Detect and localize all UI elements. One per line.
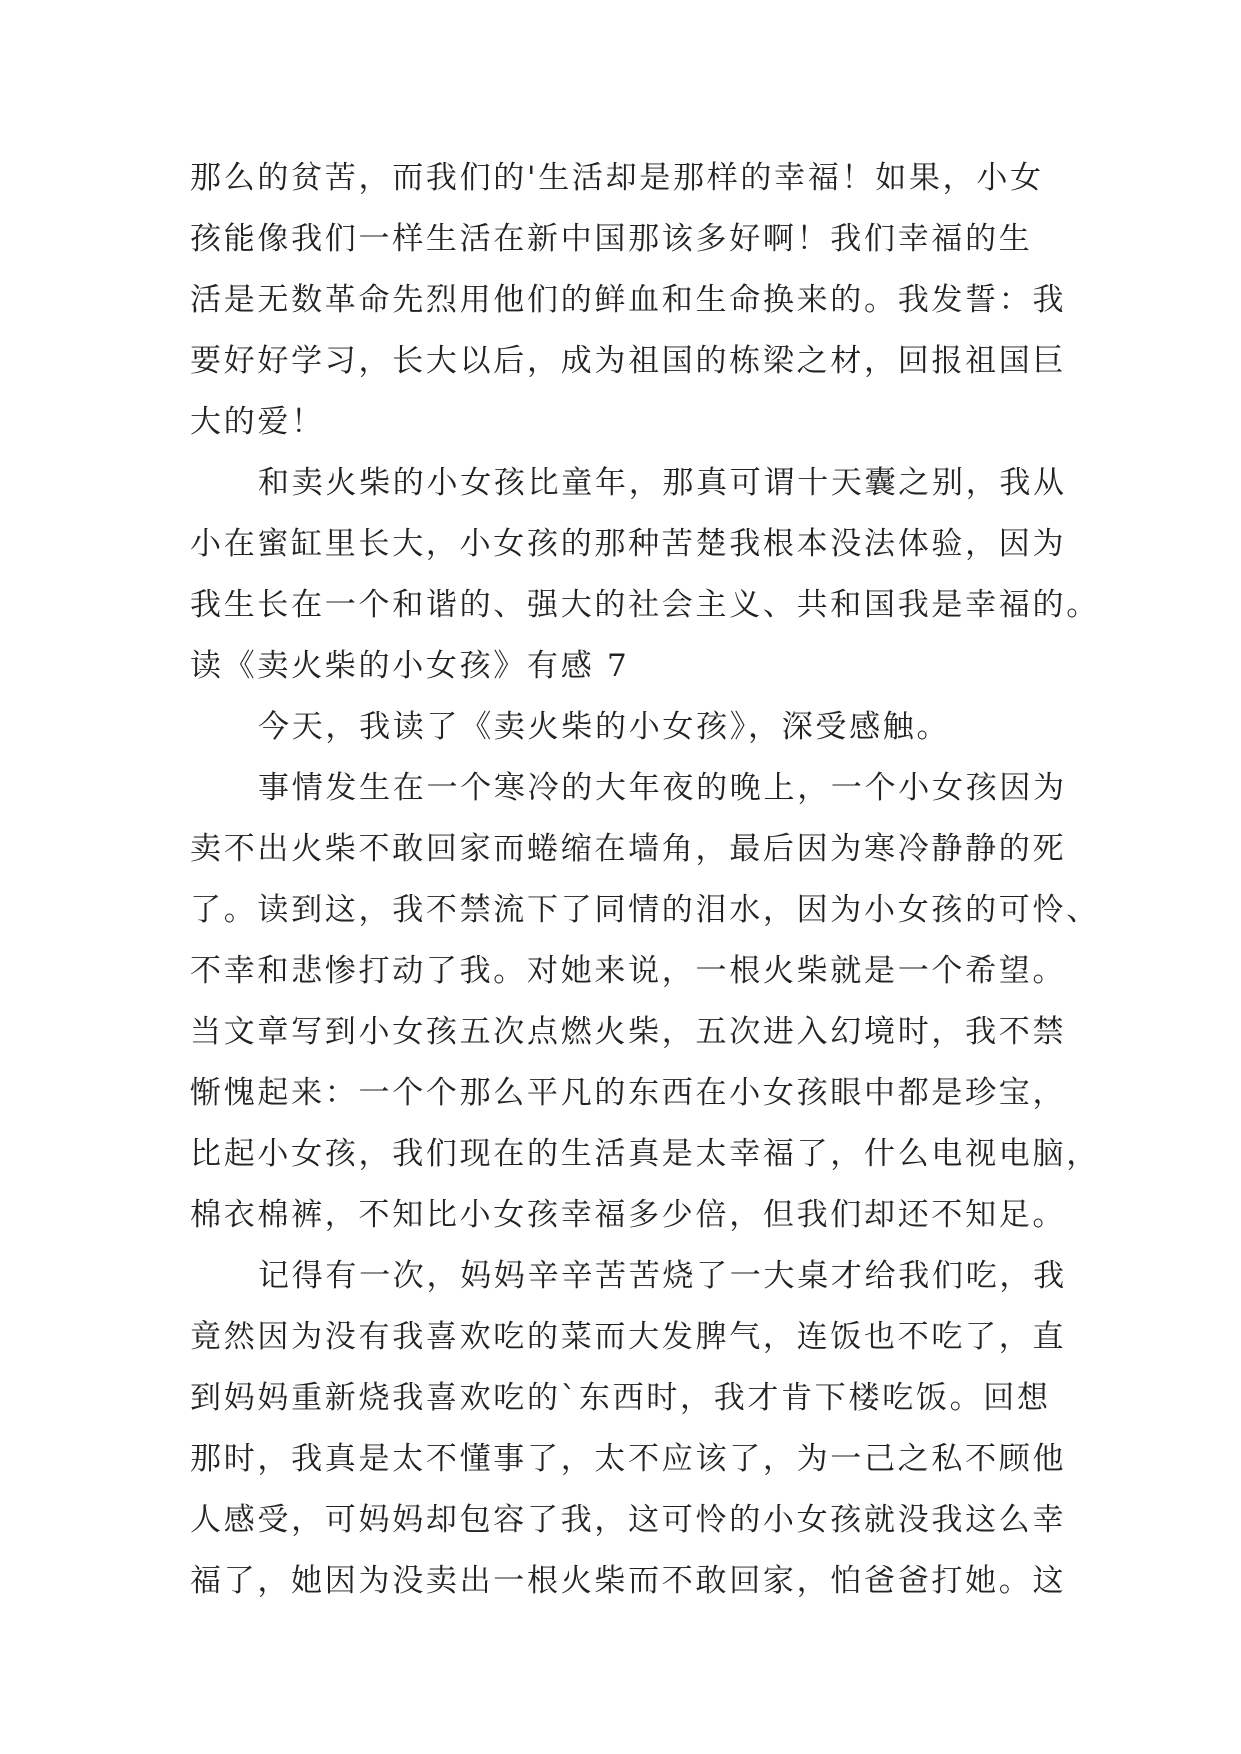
text-line: 比起小女孩，我们现在的生活真是太幸福了，什么电视电脑， [190, 1136, 1100, 1172]
text-line: 那时，我真是太不懂事了，太不应该了，为一己之私不顾他 [190, 1441, 1067, 1477]
text-line: 活是无数革命先烈用他们的鲜血和生命换来的。我发誓：我 [190, 282, 1067, 318]
text-line: 到妈妈重新烧我喜欢吃的`东西时，我才肯下楼吃饭。回想 [190, 1380, 1051, 1416]
text-line: 福了，她因为没卖出一根火柴而不敢回家，怕爸爸打她。这 [190, 1563, 1067, 1599]
paragraph-first-line: 事情发生在一个寒冷的大年夜的晚上，一个小女孩因为 [258, 770, 1067, 806]
text-line: 那么的贫苦，而我们的'生活却是那样的幸福！如果，小女 [190, 160, 1044, 196]
section-heading: 读《卖火柴的小女孩》有感 7 [190, 648, 630, 684]
text-line: 卖不出火柴不敢回家而蜷缩在墙角，最后因为寒冷静静的死 [190, 831, 1067, 867]
text-line: 惭愧起来：一个个那么平凡的东西在小女孩眼中都是珍宝， [190, 1075, 1067, 1111]
text-line: 棉衣棉裤，不知比小女孩幸福多少倍，但我们却还不知足。 [190, 1197, 1067, 1233]
text-line: 当文章写到小女孩五次点燃火柴，五次进入幻境时，我不禁 [190, 1014, 1067, 1050]
paragraph-first-line: 记得有一次，妈妈辛辛苦苦烧了一大桌才给我们吃，我 [258, 1258, 1067, 1294]
paragraph-first-line: 和卖火柴的小女孩比童年，那真可谓十天囊之别，我从 [258, 465, 1067, 501]
text-line: 孩能像我们一样生活在新中国那该多好啊！我们幸福的生 [190, 221, 1033, 257]
text-line: 小在蜜缸里长大，小女孩的那种苦楚我根本没法体验，因为 [190, 526, 1067, 562]
text-line: 要好好学习，长大以后，成为祖国的栋梁之材，回报祖国巨 [190, 343, 1067, 379]
text-line: 了。读到这，我不禁流下了同情的泪水，因为小女孩的可怜、 [190, 892, 1100, 928]
paragraph-first-line: 今天，我读了《卖火柴的小女孩》，深受感触。 [258, 709, 951, 745]
text-line: 人感受，可妈妈却包容了我，这可怜的小女孩就没我这么幸 [190, 1502, 1067, 1538]
text-line: 我生长在一个和谐的、强大的社会主义、共和国我是幸福的。 [190, 587, 1100, 623]
text-line: 竟然因为没有我喜欢吃的菜而大发脾气，连饭也不吃了，直 [190, 1319, 1067, 1355]
text-line: 大的爱！ [190, 404, 325, 440]
text-line: 不幸和悲惨打动了我。对她来说，一根火柴就是一个希望。 [190, 953, 1067, 989]
document-body [190, 148, 1100, 1612]
